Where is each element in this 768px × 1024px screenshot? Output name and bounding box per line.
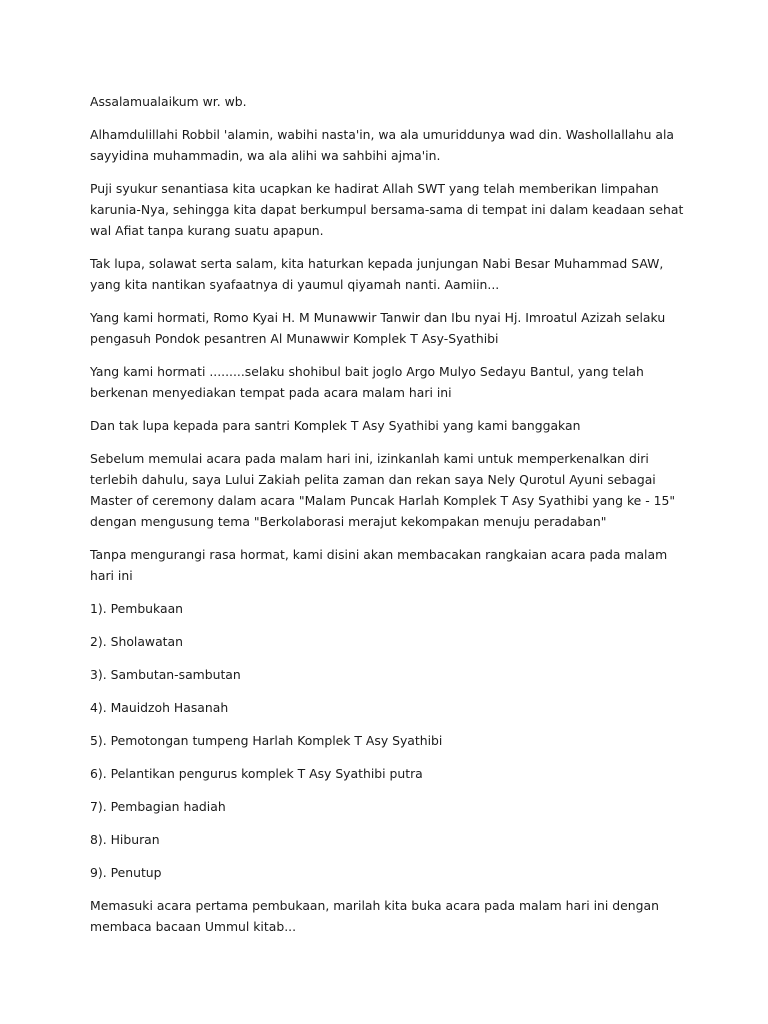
salawat-paragraph: Tak lupa, solawat serta salam, kita haturkan kepada junjungan Nabi Besar Muhammad SAW, yang kita nantikan syafaatnya di yaumul qiyamah nanti. Aamiin... — [90, 256, 664, 292]
agenda-item-5: 5). Pemotongan tumpeng Harlah Komplek T Asy Syathibi — [90, 733, 443, 748]
santri-paragraph: Dan tak lupa kepada para santri Komplek T Asy Syathibi yang kami banggakan — [90, 418, 581, 433]
agenda-item-1: 1). Pembukaan — [90, 601, 184, 616]
document-body — [90, 91, 690, 949]
greeting-paragraph: Assalamualaikum wr. wb. — [90, 94, 247, 109]
gratitude-paragraph: Puji syukur senantiasa kita ucapkan ke hadirat Allah SWT yang telah memberikan limpahan karunia-Nya, sehingga kita dapat berkumpul bersama-sama di tempat ini dalam keadaan sehat wal Afiat tanpa kurang suatu apapun. — [90, 181, 684, 238]
host-paragraph: Yang kami hormati .........selaku shohibul bait joglo Argo Mulyo Sedayu Bantul, yang telah berkenan menyediakan tempat pada acara malam hari ini — [90, 364, 644, 400]
honored-guests-paragraph: Yang kami hormati, Romo Kyai H. M Munawwir Tanwir dan Ibu nyai Hj. Imroatul Azizah selaku pengasuh Pondok pesantren Al Munawwir Komplek T Asy-Syathibi — [90, 310, 666, 346]
agenda-item-3: 3). Sambutan-sambutan — [90, 667, 241, 682]
agenda-item-8: 8). Hiburan — [90, 832, 160, 847]
closing-paragraph: Memasuki acara pertama pembukaan, marilah kita buka acara pada malam hari ini dengan membaca bacaan Ummul kitab... — [90, 898, 659, 934]
agenda-item-7: 7). Pembagian hadiah — [90, 799, 226, 814]
agenda-item-4: 4). Mauidzoh Hasanah — [90, 700, 229, 715]
agenda-item-6: 6). Pelantikan pengurus komplek T Asy Syathibi putra — [90, 766, 423, 781]
agenda-list — [90, 598, 690, 883]
agenda-item-2: 2). Sholawatan — [90, 634, 183, 649]
agenda-item-9: 9). Penutup — [90, 865, 162, 880]
agenda-intro-paragraph: Tanpa mengurangi rasa hormat, kami disini akan membacakan rangkaian acara pada malam hari ini — [90, 547, 668, 583]
opening-prayer-paragraph: Alhamdulillahi Robbil 'alamin, wabihi nasta'in, wa ala umuriddunya wad din. Washollallahu ala sayyidina muhammadin, wa ala alihi wa sahbihi ajma'in. — [90, 127, 674, 163]
introduction-paragraph: Sebelum memulai acara pada malam hari ini, izinkanlah kami untuk memperkenalkan diri terlebih dahulu, saya Lului Zakiah pelita zaman dan rekan saya Nely Qurotul Ayuni sebagai Master of ceremony dalam acara "Malam Puncak Harlah Komplek T Asy Syathibi yang ke - 15" dengan mengusung tema "Berkolaborasi merajut kekompakan menuju peradaban" — [90, 451, 676, 529]
